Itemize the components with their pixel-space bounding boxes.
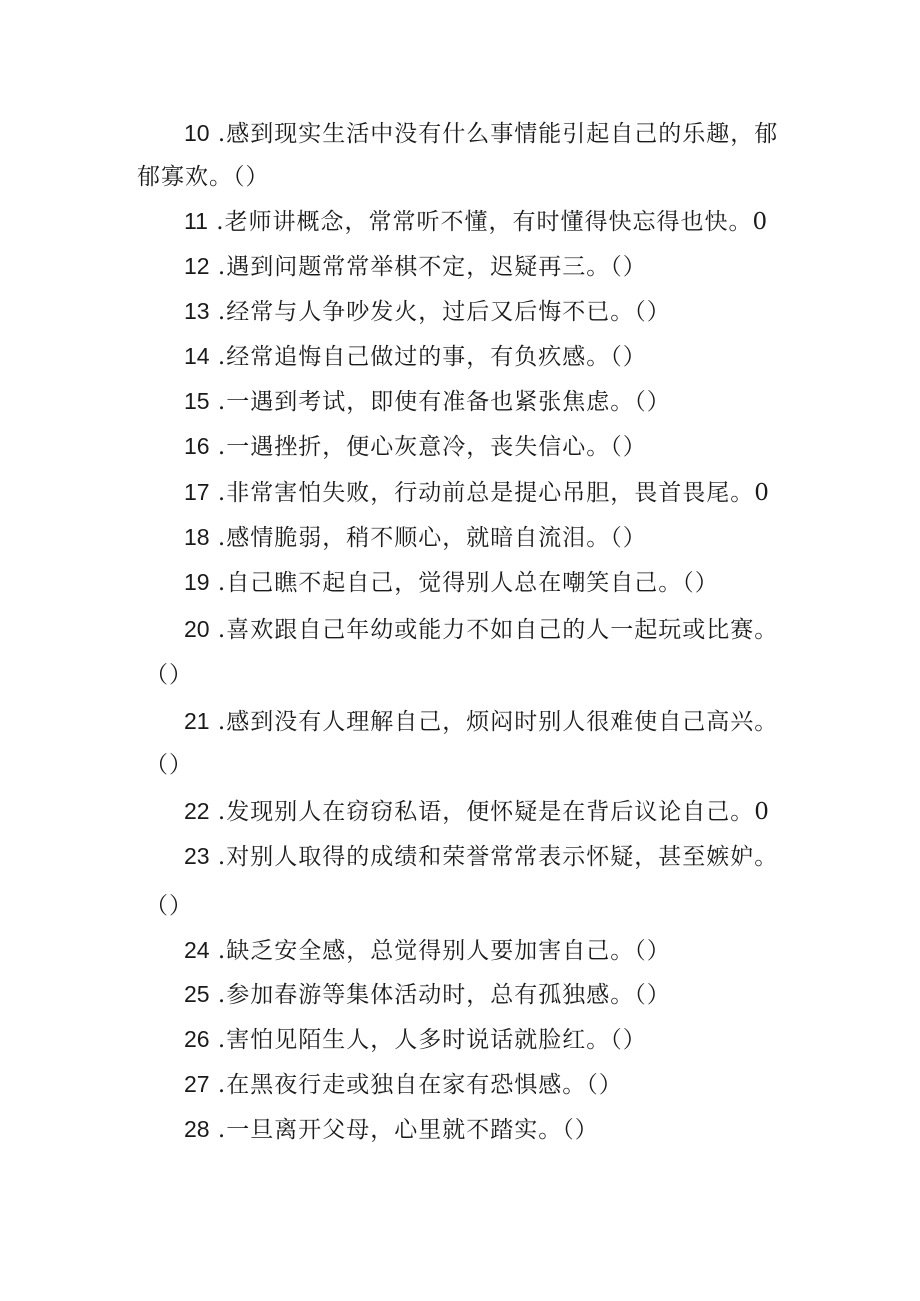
item-number: 12 bbox=[184, 253, 210, 279]
list-item bbox=[184, 206, 768, 237]
item-number: 15 bbox=[184, 388, 210, 414]
list-item bbox=[184, 1069, 623, 1100]
list-item bbox=[184, 118, 778, 149]
item-text: .缺乏安全感，总觉得别人要加害自己。（） bbox=[209, 938, 671, 964]
item-text: .老师讲概念，常常听不懂，有时懂得快忘得也快。0 bbox=[207, 209, 769, 235]
item-number: 25 bbox=[184, 981, 210, 1007]
item-number: 17 bbox=[184, 479, 210, 505]
item-text: .感到没有人理解自己，烦闷时别人很难使自己高兴。 bbox=[209, 709, 779, 735]
item-number: 28 bbox=[184, 1116, 210, 1142]
list-item-continuation bbox=[145, 660, 193, 690]
list-item bbox=[184, 386, 671, 417]
item-number: 26 bbox=[184, 1026, 210, 1052]
item-number: 14 bbox=[184, 343, 210, 369]
item-number: 23 bbox=[184, 843, 210, 869]
item-text: .自己瞧不起自己，觉得别人总在嘲笑自己。（） bbox=[209, 570, 719, 596]
list-item bbox=[184, 1114, 599, 1145]
list-item bbox=[184, 614, 778, 645]
item-text-continuation: （） bbox=[145, 752, 193, 778]
item-text: .参加春游等集体活动时，总有孤独感。（） bbox=[209, 982, 671, 1008]
item-number: 18 bbox=[184, 524, 210, 550]
list-item-continuation bbox=[145, 891, 193, 921]
item-number: 13 bbox=[184, 298, 210, 324]
item-text: .经常与人争吵发火，过后又后悔不已。（） bbox=[209, 299, 671, 325]
item-text: .遇到问题常常举棋不定，迟疑再三。（） bbox=[209, 254, 647, 280]
item-text: .害怕见陌生人，人多时说话就脸红。（） bbox=[209, 1027, 647, 1053]
item-number: 22 bbox=[184, 798, 210, 824]
item-number: 10 bbox=[184, 120, 210, 146]
list-item bbox=[184, 1024, 647, 1055]
list-item bbox=[184, 251, 647, 282]
list-item bbox=[184, 431, 647, 462]
item-number: 16 bbox=[184, 433, 210, 459]
item-number: 20 bbox=[184, 616, 210, 642]
item-text: .一遇到考试，即使有准备也紧张焦虑。（） bbox=[209, 389, 671, 415]
list-item-continuation bbox=[137, 162, 270, 192]
list-item bbox=[184, 296, 671, 327]
item-number: 27 bbox=[184, 1071, 210, 1097]
item-text: .非常害怕失败，行动前总是提心吊胆，畏首畏尾。0 bbox=[209, 480, 770, 506]
item-text-continuation: （） bbox=[145, 893, 193, 919]
item-text: .一遇挫折，便心灰意冷，丧失信心。（） bbox=[209, 434, 647, 460]
item-text: .感到现实生活中没有什么事情能引起自己的乐趣，郁 bbox=[209, 121, 779, 147]
list-item bbox=[184, 796, 770, 827]
item-text: .经常追悔自己做过的事，有负疚感。（） bbox=[209, 344, 647, 370]
item-text-continuation: （） bbox=[145, 662, 193, 688]
item-text-continuation: 郁寡欢。（） bbox=[137, 164, 270, 190]
item-number: 24 bbox=[184, 937, 210, 963]
list-item bbox=[184, 979, 671, 1010]
list-item bbox=[184, 935, 671, 966]
list-item bbox=[184, 477, 770, 508]
list-item bbox=[184, 341, 647, 372]
list-item bbox=[184, 841, 778, 872]
item-text: .一旦离开父母，心里就不踏实。（） bbox=[209, 1117, 599, 1143]
item-number: 21 bbox=[184, 708, 210, 734]
item-text: .对别人取得的成绩和荣誉常常表示怀疑，甚至嫉妒。 bbox=[209, 844, 779, 870]
list-item bbox=[184, 522, 647, 553]
item-number: 11 bbox=[184, 208, 208, 234]
item-text: .发现别人在窃窃私语，便怀疑是在背后议论自己。0 bbox=[209, 799, 770, 825]
list-item bbox=[184, 706, 778, 737]
list-item-continuation bbox=[145, 750, 193, 780]
item-number: 19 bbox=[184, 569, 210, 595]
list-item bbox=[184, 567, 719, 598]
item-text: .在黑夜行走或独自在家有恐惧感。（） bbox=[209, 1072, 623, 1098]
item-text: .喜欢跟自己年幼或能力不如自己的人一起玩或比赛。 bbox=[209, 617, 779, 643]
item-text: .感情脆弱，稍不顺心，就暗自流泪。（） bbox=[209, 525, 647, 551]
